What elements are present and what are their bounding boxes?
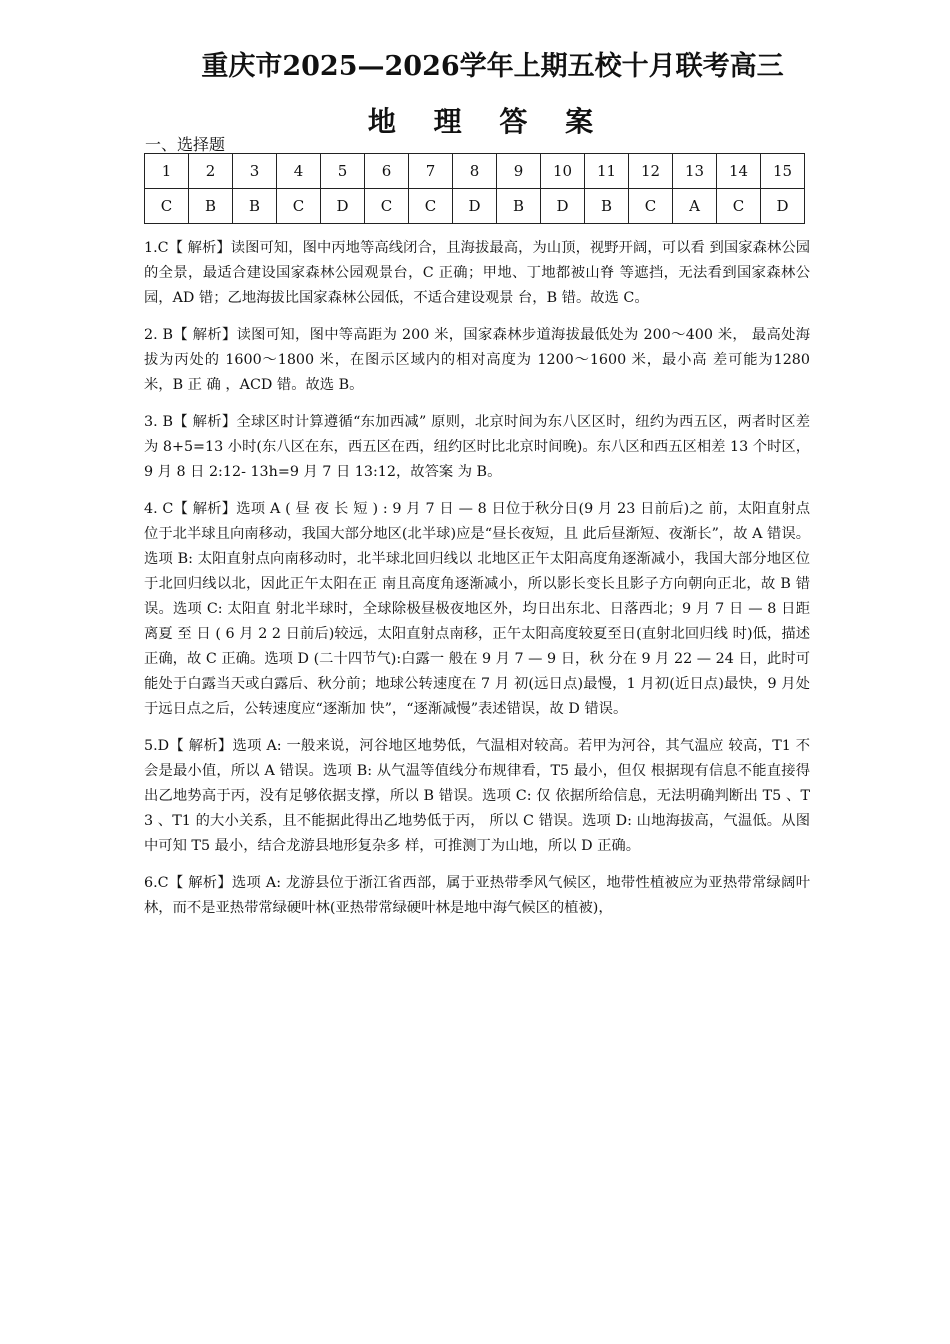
document-subtitle: 地 理 答 案 — [367, 105, 608, 138]
question-number: 14 — [717, 154, 761, 189]
explanation-paragraph: 5.D【 解析】选项 A: 一般来说，河谷地区地势低，气温相对较高。若甲为河谷，其气温应 较高，T1 不会是最小值，所以 A 错误。选项 B: 从气温等值线分布规律看，T5 最小，但仅 根据现有信息不能直接得出乙地势高于丙，没有足够依据支撑，所以 B 错误。选项 C: 仅 依据所给信息，无法明确判断出 T5 、T3 、T1 的大小关系，且不能据此得出乙地势低于丙， 所以 C 错误。选项 D: 山地海拔高，气温低。从图中可知 T5 最小，结合龙游县地形复杂多 样，可推测丁为山地，所以 D 正确。 — [144, 738, 810, 854]
section-label: 一、选择题 — [145, 135, 226, 154]
explanation-paragraph: 2. B【 解析】读图可知，图中等高距为 200 米，国家森林步道海拔最低处为 200～400 米， 最高处海拔为丙处的 1600～1800 米，在图示区域内的相对高度为 1200～1600 米，最小高 差可能为1280 米，B 正 确 ，ACD 错。故选 B。 — [144, 327, 810, 393]
answer-cell: D — [453, 189, 497, 224]
explanation-paragraph: 6.C【 解析】选项 A: 龙游县位于浙江省西部，属于亚热带季风气候区，地带性植被应为亚热带常绿阔叶林，而不是亚热带常绿硬叶林(亚热带常绿硬叶林是地中海气候区的植被)， — [144, 875, 810, 916]
answer-cell: B — [233, 189, 277, 224]
answer-table-answer-row — [145, 189, 805, 224]
question-number: 5 — [321, 154, 365, 189]
answer-cell: C — [629, 189, 673, 224]
document-title: 重庆市2025—2026学年上期五校十月联考高三 — [201, 51, 784, 82]
question-number: 15 — [761, 154, 805, 189]
answer-cell: D — [321, 189, 365, 224]
explanations — [144, 236, 810, 933]
answer-cell: C — [717, 189, 761, 224]
question-number: 3 — [233, 154, 277, 189]
question-number: 12 — [629, 154, 673, 189]
answer-cell: B — [189, 189, 233, 224]
answer-cell: C — [365, 189, 409, 224]
question-number: 8 — [453, 154, 497, 189]
answer-table — [144, 153, 805, 224]
answer-cell: B — [497, 189, 541, 224]
explanation-paragraph: 1.C【 解析】读图可知，图中丙地等高线闭合，且海拔最高，为山顶，视野开阔，可以看 到国家森林公园的全景，最适合建设国家森林公园观景台，C 正确；甲地、丁地都被山脊 等遮挡，无法看到国家森林公园，AD 错；乙地海拔比国家森林公园低，不适合建设观景 台，B 错。故选 C。 — [144, 240, 810, 306]
question-number: 6 — [365, 154, 409, 189]
question-number: 11 — [585, 154, 629, 189]
answer-cell: C — [409, 189, 453, 224]
answer-cell: D — [541, 189, 585, 224]
question-number: 1 — [145, 154, 189, 189]
explanation-paragraph: 3. B【 解析】全球区时计算遵循“东加西减” 原则，北京时间为东八区区时，纽约为西五区，两者时区差为 8+5=13 小时(东八区在东，西五区在西，纽约区时比北京时间晚)。东八区和西五区相差 13 个时区，9 月 8 日 2:12- 13h=9 月 7 日 13:12，故答案 为 B。 — [144, 414, 810, 480]
answer-cell: C — [145, 189, 189, 224]
answer-table-number-row — [145, 154, 805, 189]
question-number: 9 — [497, 154, 541, 189]
answer-cell: C — [277, 189, 321, 224]
explanation-paragraph: 4. C【 解析】选项 A ( 昼 夜 长 短 ) : 9 月 7 日 — 8 日位于秋分日(9 月 23 日前后)之 前，太阳直射点位于北半球且向南移动，我国大部分地区(北半球)应是“昼长夜短，且 此后昼渐短、夜渐长”，故 A 错误。选项 B: 太阳直射点向南移动时，北半球北回归线以 北地区正午太阳高度角逐渐减小，我国大部分地区位于北回归线以北，因此正午太阳在正 南且高度角逐渐减小，所以影长变长且影子方向朝向正北，故 B 错误。选项 C: 太阳直 射北半球时，全球除极昼极夜地区外，均日出东北、日落西北；9 月 7 日 — 8 日距离夏 至 日 ( 6 月 2 2 日前后)较远，太阳直射点南移，正午太阳高度较夏至日(直射北回归线 时)低，描述正确，故 C 正确。选项 D (二十四节气):白露一 般在 9 月 7 — 9 日，秋 分在 9 月 22 — 24 日，此时可能处于白露当天或白露后、秋分前；地球公转速度在 7 月 初(远日点)最慢，1 月初(近日点)最快，9 月处于远日点之后，公转速度应“逐渐加 快”，“逐渐减慢”表述错误，故 D 错误。 — [144, 501, 810, 717]
question-number: 13 — [673, 154, 717, 189]
answer-cell: B — [585, 189, 629, 224]
question-number: 2 — [189, 154, 233, 189]
question-number: 7 — [409, 154, 453, 189]
answer-cell: A — [673, 189, 717, 224]
answer-cell: D — [761, 189, 805, 224]
question-number: 10 — [541, 154, 585, 189]
question-number: 4 — [277, 154, 321, 189]
